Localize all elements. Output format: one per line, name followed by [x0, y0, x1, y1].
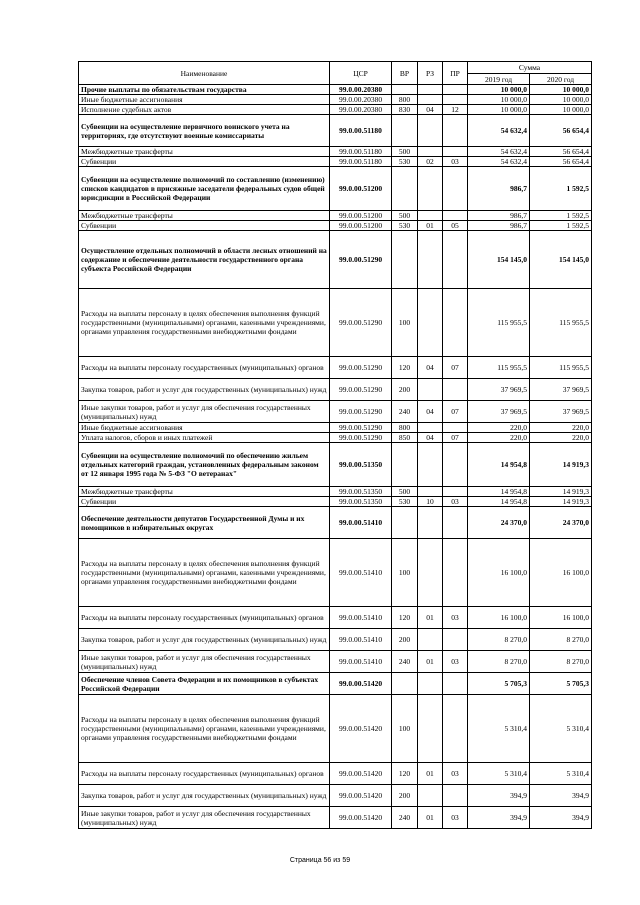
page-footer: Страница 56 из 59 — [289, 857, 351, 864]
cell-2019: 54 632,4 — [468, 115, 530, 147]
cell-name: Иные бюджетные ассигнования — [79, 423, 330, 433]
cell-pr: 03 — [443, 651, 468, 673]
table-row — [79, 211, 592, 221]
cell-vr: 530 — [392, 221, 418, 231]
cell-rz — [418, 85, 443, 95]
cell-name: Расходы на выплаты персоналу в целях обеспечения выполнения функций государственными (муниципальными) органами, казенными учреждениями, органами управления государственными внебюджетными фондами — [79, 289, 330, 357]
cell-rz — [418, 539, 443, 607]
table-row — [79, 807, 592, 829]
cell-vr: 240 — [392, 401, 418, 423]
cell-pr — [443, 115, 468, 147]
table-row — [79, 607, 592, 629]
cell-2020: 10 000,0 — [530, 95, 592, 105]
cell-name: Иные бюджетные ассигнования — [79, 95, 330, 105]
cell-name: Закупка товаров, работ и услуг для государственных (муниципальных) нужд — [79, 629, 330, 651]
table-row — [79, 289, 592, 357]
table-row — [79, 507, 592, 539]
cell-vr: 200 — [392, 629, 418, 651]
cell-csr: 99.0.00.51200 — [330, 211, 392, 221]
header-name: Наименование — [79, 62, 330, 85]
cell-rz: 04 — [418, 105, 443, 115]
cell-2019: 8 270,0 — [468, 629, 530, 651]
cell-rz — [418, 673, 443, 695]
cell-vr: 120 — [392, 357, 418, 379]
cell-rz: 02 — [418, 157, 443, 167]
cell-name: Межбюджетные трансферты — [79, 211, 330, 221]
cell-csr: 99.0.00.51290 — [330, 357, 392, 379]
cell-pr — [443, 147, 468, 157]
cell-name: Обеспечение членов Совета Федерации и их помощников в субъектах Российской Федерации — [79, 673, 330, 695]
cell-name: Расходы на выплаты персоналу государственных (муниципальных) органов — [79, 357, 330, 379]
table-row — [79, 785, 592, 807]
cell-name: Исполнение судебных актов — [79, 105, 330, 115]
cell-2020: 154 145,0 — [530, 231, 592, 289]
cell-2019: 220,0 — [468, 433, 530, 443]
cell-pr: 03 — [443, 497, 468, 507]
cell-csr: 99.0.00.51290 — [330, 401, 392, 423]
cell-pr: 03 — [443, 157, 468, 167]
cell-2020: 5 705,3 — [530, 673, 592, 695]
cell-vr: 500 — [392, 211, 418, 221]
header-2019: 2019 год — [468, 74, 530, 85]
cell-csr: 99.0.00.51420 — [330, 807, 392, 829]
cell-vr: 500 — [392, 147, 418, 157]
cell-rz — [418, 487, 443, 497]
cell-rz — [418, 507, 443, 539]
cell-pr — [443, 231, 468, 289]
cell-pr — [443, 95, 468, 105]
cell-2020: 24 370,0 — [530, 507, 592, 539]
cell-rz: 01 — [418, 651, 443, 673]
cell-vr: 850 — [392, 433, 418, 443]
cell-rz: 04 — [418, 401, 443, 423]
table-row — [79, 487, 592, 497]
cell-rz — [418, 211, 443, 221]
cell-2019: 5 310,4 — [468, 763, 530, 785]
cell-vr: 100 — [392, 539, 418, 607]
cell-csr: 99.0.00.51410 — [330, 607, 392, 629]
header-rz: РЗ — [418, 62, 443, 85]
cell-pr — [443, 379, 468, 401]
table-row — [79, 443, 592, 487]
cell-pr — [443, 211, 468, 221]
cell-name: Закупка товаров, работ и услуг для государственных (муниципальных) нужд — [79, 379, 330, 401]
cell-2020: 16 100,0 — [530, 539, 592, 607]
cell-csr: 99.0.00.51180 — [330, 115, 392, 147]
cell-pr: 03 — [443, 607, 468, 629]
cell-2019: 986,7 — [468, 211, 530, 221]
cell-name: Иные закупки товаров, работ и услуг для обеспечения государственных (муниципальных) нужд — [79, 401, 330, 423]
cell-rz — [418, 785, 443, 807]
cell-vr — [392, 115, 418, 147]
cell-2019: 10 000,0 — [468, 95, 530, 105]
cell-csr: 99.0.00.51180 — [330, 157, 392, 167]
cell-pr — [443, 539, 468, 607]
table-row — [79, 379, 592, 401]
table-row — [79, 221, 592, 231]
cell-pr: 07 — [443, 433, 468, 443]
cell-2020: 8 270,0 — [530, 651, 592, 673]
cell-name: Прочие выплаты по обязательствам государства — [79, 85, 330, 95]
cell-pr: 07 — [443, 357, 468, 379]
cell-2019: 37 969,5 — [468, 379, 530, 401]
cell-2019: 115 955,5 — [468, 289, 530, 357]
cell-2020: 56 654,4 — [530, 115, 592, 147]
cell-pr — [443, 695, 468, 763]
cell-csr: 99.0.00.51290 — [330, 433, 392, 443]
cell-name: Осуществление отдельных полномочий в области лесных отношений на содержание и обеспечение деятельности государственного органа субъекта Российской Федерации — [79, 231, 330, 289]
cell-2019: 10 000,0 — [468, 105, 530, 115]
cell-vr — [392, 167, 418, 211]
cell-rz: 10 — [418, 497, 443, 507]
cell-rz — [418, 115, 443, 147]
cell-vr: 120 — [392, 607, 418, 629]
cell-rz — [418, 95, 443, 105]
cell-vr: 200 — [392, 379, 418, 401]
cell-2020: 14 919,3 — [530, 497, 592, 507]
cell-2020: 1 592,5 — [530, 167, 592, 211]
cell-2020: 394,9 — [530, 785, 592, 807]
header-pr: ПР — [443, 62, 468, 85]
cell-rz: 04 — [418, 433, 443, 443]
table-row — [79, 695, 592, 763]
cell-csr: 99.0.00.51420 — [330, 785, 392, 807]
cell-vr: 830 — [392, 105, 418, 115]
cell-vr — [392, 673, 418, 695]
cell-vr: 100 — [392, 289, 418, 357]
cell-2020: 56 654,4 — [530, 157, 592, 167]
table-row — [79, 433, 592, 443]
table-row — [79, 95, 592, 105]
cell-csr: 99.0.00.51290 — [330, 231, 392, 289]
cell-csr: 99.0.00.51420 — [330, 673, 392, 695]
cell-vr: 120 — [392, 763, 418, 785]
cell-2019: 24 370,0 — [468, 507, 530, 539]
cell-rz — [418, 167, 443, 211]
cell-vr: 500 — [392, 487, 418, 497]
table-row — [79, 115, 592, 147]
table-row — [79, 167, 592, 211]
cell-name: Уплата налогов, сборов и иных платежей — [79, 433, 330, 443]
cell-pr: 12 — [443, 105, 468, 115]
cell-2020: 115 955,5 — [530, 289, 592, 357]
budget-table — [78, 61, 592, 829]
cell-name: Обеспечение деятельности депутатов Государственной Думы и их помощников в избирательных округах — [79, 507, 330, 539]
cell-vr: 530 — [392, 157, 418, 167]
cell-pr — [443, 629, 468, 651]
cell-2020: 10 000,0 — [530, 85, 592, 95]
cell-csr: 99.0.00.51410 — [330, 629, 392, 651]
cell-pr — [443, 85, 468, 95]
table-row — [79, 423, 592, 433]
table-row — [79, 673, 592, 695]
cell-name: Субвенции на осуществление полномочий по обеспечению жильем отдельных категорий граждан, установленных федеральным законом от 12 января 1995 года № 5-ФЗ "О ветеранах" — [79, 443, 330, 487]
cell-pr — [443, 673, 468, 695]
cell-2019: 8 270,0 — [468, 651, 530, 673]
cell-csr: 99.0.00.20380 — [330, 85, 392, 95]
cell-csr: 99.0.00.51410 — [330, 539, 392, 607]
table-row — [79, 539, 592, 607]
cell-rz — [418, 289, 443, 357]
table-row — [79, 105, 592, 115]
cell-rz — [418, 695, 443, 763]
cell-pr — [443, 507, 468, 539]
cell-2019: 16 100,0 — [468, 539, 530, 607]
cell-2020: 14 919,3 — [530, 443, 592, 487]
cell-csr: 99.0.00.51420 — [330, 763, 392, 785]
cell-2019: 14 954,8 — [468, 497, 530, 507]
cell-2019: 5 310,4 — [468, 695, 530, 763]
cell-name: Расходы на выплаты персоналу в целях обеспечения выполнения функций государственными (муниципальными) органами, казенными учреждениями, органами управления государственными внебюджетными фондами — [79, 695, 330, 763]
cell-pr: 03 — [443, 763, 468, 785]
cell-pr — [443, 289, 468, 357]
table-row — [79, 629, 592, 651]
cell-rz — [418, 379, 443, 401]
cell-2019: 10 000,0 — [468, 85, 530, 95]
cell-2019: 14 954,8 — [468, 487, 530, 497]
cell-2019: 154 145,0 — [468, 231, 530, 289]
cell-2019: 115 955,5 — [468, 357, 530, 379]
cell-rz — [418, 231, 443, 289]
table-row — [79, 157, 592, 167]
cell-2020: 220,0 — [530, 433, 592, 443]
cell-csr: 99.0.00.51350 — [330, 487, 392, 497]
cell-2020: 220,0 — [530, 423, 592, 433]
table-row — [79, 357, 592, 379]
table-row — [79, 497, 592, 507]
cell-vr: 800 — [392, 423, 418, 433]
cell-2020: 5 310,4 — [530, 763, 592, 785]
cell-2020: 37 969,5 — [530, 401, 592, 423]
cell-2019: 16 100,0 — [468, 607, 530, 629]
table-row — [79, 147, 592, 157]
cell-2020: 10 000,0 — [530, 105, 592, 115]
cell-name: Субвенции — [79, 221, 330, 231]
header-csr: ЦСР — [330, 62, 392, 85]
cell-vr — [392, 507, 418, 539]
cell-2019: 54 632,4 — [468, 147, 530, 157]
cell-2019: 394,9 — [468, 785, 530, 807]
cell-csr: 99.0.00.51290 — [330, 379, 392, 401]
cell-rz: 01 — [418, 807, 443, 829]
cell-pr — [443, 167, 468, 211]
cell-2020: 8 270,0 — [530, 629, 592, 651]
cell-2019: 5 705,3 — [468, 673, 530, 695]
cell-name: Иные закупки товаров, работ и услуг для обеспечения государственных (муниципальных) нужд — [79, 651, 330, 673]
cell-rz: 01 — [418, 607, 443, 629]
cell-csr: 99.0.00.51410 — [330, 651, 392, 673]
cell-vr — [392, 443, 418, 487]
cell-name: Расходы на выплаты персоналу государственных (муниципальных) органов — [79, 763, 330, 785]
cell-csr: 99.0.00.51200 — [330, 167, 392, 211]
cell-csr: 99.0.00.51290 — [330, 423, 392, 433]
cell-vr: 530 — [392, 497, 418, 507]
cell-name: Межбюджетные трансферты — [79, 487, 330, 497]
cell-name: Субвенции на осуществление полномочий по составлению (изменению) списков кандидатов в присяжные заседатели федеральных судов общей юрисдикции в Российской Федерации — [79, 167, 330, 211]
cell-vr: 200 — [392, 785, 418, 807]
cell-pr — [443, 423, 468, 433]
cell-vr: 800 — [392, 95, 418, 105]
cell-csr: 99.0.00.51350 — [330, 497, 392, 507]
cell-2019: 54 632,4 — [468, 157, 530, 167]
cell-csr: 99.0.00.20380 — [330, 95, 392, 105]
cell-2020: 16 100,0 — [530, 607, 592, 629]
cell-name: Расходы на выплаты персоналу в целях обеспечения выполнения функций государственными (муниципальными) органами, казенными учреждениями, органами управления государственными внебюджетными фондами — [79, 539, 330, 607]
cell-vr: 240 — [392, 807, 418, 829]
cell-2020: 115 955,5 — [530, 357, 592, 379]
cell-2020: 56 654,4 — [530, 147, 592, 157]
cell-2020: 1 592,5 — [530, 221, 592, 231]
table-row — [79, 763, 592, 785]
cell-2019: 986,7 — [468, 221, 530, 231]
cell-2019: 986,7 — [468, 167, 530, 211]
cell-rz: 01 — [418, 763, 443, 785]
cell-rz — [418, 629, 443, 651]
cell-2020: 37 969,5 — [530, 379, 592, 401]
table-row — [79, 401, 592, 423]
cell-csr: 99.0.00.20380 — [330, 105, 392, 115]
cell-pr: 05 — [443, 221, 468, 231]
cell-pr — [443, 487, 468, 497]
cell-rz — [418, 423, 443, 433]
cell-name: Субвенции — [79, 497, 330, 507]
cell-csr: 99.0.00.51350 — [330, 443, 392, 487]
cell-2019: 37 969,5 — [468, 401, 530, 423]
cell-name: Иные закупки товаров, работ и услуг для обеспечения государственных (муниципальных) нужд — [79, 807, 330, 829]
cell-pr — [443, 443, 468, 487]
cell-2019: 220,0 — [468, 423, 530, 433]
cell-2020: 14 919,3 — [530, 487, 592, 497]
cell-rz — [418, 147, 443, 157]
cell-2019: 394,9 — [468, 807, 530, 829]
cell-name: Расходы на выплаты персоналу государственных (муниципальных) органов — [79, 607, 330, 629]
header-sum: Сумма — [468, 62, 592, 74]
cell-rz — [418, 443, 443, 487]
cell-2020: 5 310,4 — [530, 695, 592, 763]
cell-pr: 07 — [443, 401, 468, 423]
cell-vr: 240 — [392, 651, 418, 673]
cell-name: Закупка товаров, работ и услуг для государственных (муниципальных) нужд — [79, 785, 330, 807]
header-2020: 2020 год — [530, 74, 592, 85]
cell-csr: 99.0.00.51180 — [330, 147, 392, 157]
cell-2020: 394,9 — [530, 807, 592, 829]
cell-csr: 99.0.00.51410 — [330, 507, 392, 539]
table-row — [79, 231, 592, 289]
cell-name: Межбюджетные трансферты — [79, 147, 330, 157]
table-row — [79, 85, 592, 95]
cell-2019: 14 954,8 — [468, 443, 530, 487]
cell-vr — [392, 231, 418, 289]
cell-pr: 03 — [443, 807, 468, 829]
table-row — [79, 651, 592, 673]
cell-vr: 100 — [392, 695, 418, 763]
cell-csr: 99.0.00.51200 — [330, 221, 392, 231]
header-vr: ВР — [392, 62, 418, 85]
cell-rz: 04 — [418, 357, 443, 379]
cell-pr — [443, 785, 468, 807]
cell-vr — [392, 85, 418, 95]
table-body — [79, 85, 592, 829]
cell-name: Субвенции на осуществление первичного воинского учета на территориях, где отсутствуют военные комиссариаты — [79, 115, 330, 147]
cell-rz: 01 — [418, 221, 443, 231]
cell-csr: 99.0.00.51290 — [330, 289, 392, 357]
cell-name: Субвенции — [79, 157, 330, 167]
cell-csr: 99.0.00.51420 — [330, 695, 392, 763]
cell-2020: 1 592,5 — [530, 211, 592, 221]
